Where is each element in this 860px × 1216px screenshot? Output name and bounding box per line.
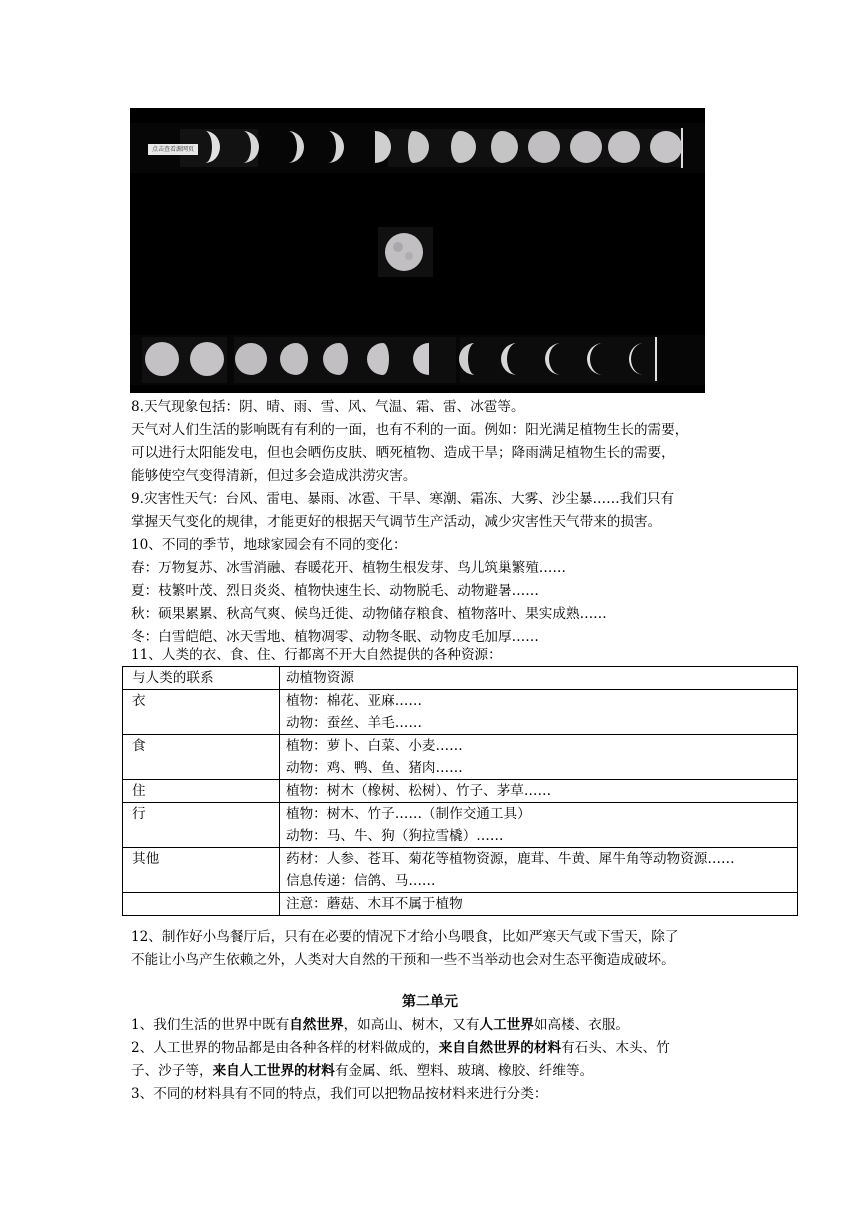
cell-line: 动物：蚕丝、羊毛…… [286,715,422,731]
table-row [123,735,798,780]
season-spring: 春：万物复苏、冰雪消融、春暖花开、植物生根发芽、鸟儿筑巢繁殖…… [131,560,566,576]
cell-line: 植物：树木、竹子……（制作交通工具） [286,806,531,822]
bold-term: 来自自然世界的材料 [438,1040,562,1056]
unit2-paragraph-2-cont [131,1060,771,1083]
moon-phases-image [130,108,705,393]
row-label: 食 [123,735,280,780]
text-line: 12、制作好小鸟餐厅后，只有在必要的情况下才给小鸟喂食，比如严寒天气或下雪天，除了 [131,929,679,945]
season-winter: 冬：白雪皑皑、冰天雪地、植物凋零、动物冬眠、动物皮毛加厚…… [131,629,539,645]
unit-2-content [131,1014,771,1106]
section-8-weather [131,396,771,488]
moon-phases-bottom-strip [130,335,705,385]
row-content [280,780,798,803]
unit-2-heading: 第二单元 [402,994,458,1010]
section-10-seasons [131,534,771,649]
section-12-bird-feeder [131,926,771,972]
cell-line: 动物：鸡、鸭、鱼、猪肉…… [286,760,463,776]
text-line: 天气对人们生活的影响既有有利的一面，也有不利的一面。例如：阳光满足植物生长的需要， [131,422,689,438]
text-line: 能够使空气变得清新，但过多会造成洪涝灾害。 [131,468,417,484]
table-header-cell: 与人类的联系 [123,667,280,690]
text-line: 掌握天气变化的规律，才能更好的根据天气调节生产活动，减少灾害性天气带来的损害。 [131,514,662,530]
row-label [123,893,280,916]
text-line: 9.灾害性天气：台风、雷电、暴雨、冰雹、干旱、寒潮、霜冻、大雾、沙尘暴……我们只有 [131,491,675,507]
bold-term: 人工世界 [479,1017,534,1033]
row-label: 衣 [123,690,280,735]
cell-line: 注意：蘑菇、木耳不属于植物 [286,896,463,912]
unit2-paragraph-1 [131,1014,771,1037]
row-content [280,848,798,893]
resources-table [122,666,798,916]
text-line: 8.天气现象包括：阴、晴、雨、雪、风、气温、霜、雷、冰雹等。 [131,399,525,415]
cell-line: 信息传递：信鸽、马…… [286,873,436,889]
full-moon-center [378,227,433,277]
section-title: 10、不同的季节，地球家园会有不同的变化： [131,537,407,553]
text-run: 2、人工世界的物品都是由各种各样的材料做成的， [131,1040,439,1056]
moon-phases-top-strip [130,123,705,173]
row-content [280,893,798,916]
bold-term: 来自人工世界的材料 [212,1063,335,1079]
image-source-caption: 点击查看源网页 [148,144,198,155]
table-row [123,780,798,803]
text-run: 有金属、纸、塑料、玻璃、橡胶、纤维等。 [334,1063,594,1079]
row-label: 行 [123,803,280,848]
row-content [280,735,798,780]
text-run: 有石头、木头、竹 [561,1040,670,1056]
text-line: 不能让小鸟产生依赖之外，人类对大自然的干预和一些不当举动也会对生态平衡造成破坏。 [131,952,675,968]
text-run: 子、沙子等， [131,1063,213,1079]
season-summer: 夏：枝繁叶茂、烈日炎炎、植物快速生长、动物脱毛、动物避暑…… [131,583,539,599]
cell-line: 植物：树木（橡树、松树）、竹子、茅草…… [286,783,552,799]
table-row [123,848,798,893]
text-run: ，如高山、树木，又有 [343,1017,480,1033]
table-header-row [123,667,798,690]
table-row [123,803,798,848]
bold-term: 自然世界 [289,1017,344,1033]
unit2-paragraph-3: 3、不同的材料具有不同的特点，我们可以把物品按材料来进行分类： [131,1086,548,1102]
table-row [123,690,798,735]
text-run: 1、我们生活的世界中既有 [131,1017,290,1033]
season-autumn: 秋：硕果累累、秋高气爽、候鸟迁徙、动物储存粮食、植物落叶、果实成熟…… [131,606,607,622]
text-run: 如高楼、衣服。 [533,1017,630,1033]
row-label: 其他 [123,848,280,893]
row-label: 住 [123,780,280,803]
cell-line: 植物：萝卜、白菜、小麦…… [286,738,463,754]
table-header-cell: 动植物资源 [280,667,798,690]
table-row [123,893,798,916]
row-content [280,803,798,848]
section-11-title [131,644,771,667]
text-line: 可以进行太阳能发电，但也会晒伤皮肤、晒死植物、造成干旱；降雨满足植物生长的需要， [131,445,675,461]
cell-line: 植物：棉花、亚麻…… [286,693,422,709]
unit2-paragraph-2 [131,1037,771,1060]
row-content [280,690,798,735]
cell-line: 药材：人参、苍耳、菊花等植物资源，鹿茸、牛黄、犀牛角等动物资源…… [286,851,735,867]
section-title: 11、人类的衣、食、住、行都离不开大自然提供的各种资源： [131,647,502,663]
section-9-disaster-weather [131,488,771,534]
cell-line: 动物：马、牛、狗（狗拉雪橇）…… [286,828,504,844]
